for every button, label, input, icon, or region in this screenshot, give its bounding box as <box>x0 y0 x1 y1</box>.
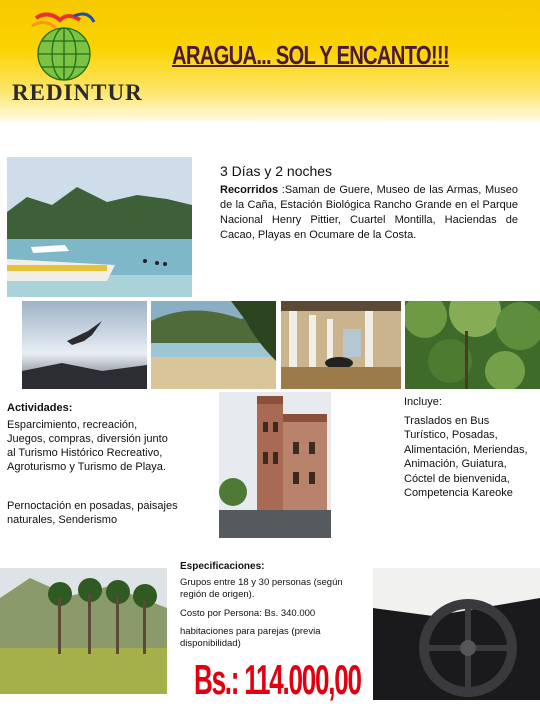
palm-mountain-photo <box>0 568 167 694</box>
actividades-text-2: Pernoctación en posadas, paisajes naturales, Senderismo <box>7 500 178 526</box>
price-label: Bs.: 114.000,00 <box>194 656 361 703</box>
castle-photo <box>219 392 331 538</box>
forest-photo <box>405 301 540 389</box>
recorridos-description: :Saman de Guere, Museo de las Armas, Museo de la Caña, Estación Biológica Rancho Grande en el Parque Nacional Henry Pittier, Cuartel Montilla, Haciendas de Cacao, Playas en Ocumare de la Costa. <box>220 184 518 241</box>
spec-rooms: habitaciones para parejas (previa disponibilidad) <box>180 626 321 649</box>
especificaciones-title: Especificaciones: <box>180 561 265 572</box>
headline: ARAGUA... SOL Y ENCANTO!!! <box>172 40 449 70</box>
incluye-text: Traslados en Bus Turístico, Posadas, Alimentación, Meriendas, Animación, Guiatura, Cóctel de bienvenida, Competencia Kareoke <box>404 415 528 500</box>
actividades-title: Actividades: <box>7 402 73 414</box>
colonial-cannon-photo <box>281 301 401 389</box>
tropical-beach-photo <box>151 301 276 389</box>
pelican-photo <box>22 301 147 389</box>
beach-boats-photo <box>7 157 192 297</box>
recorridos-text <box>220 183 518 243</box>
duration-title: 3 Días y 2 noches <box>220 163 333 179</box>
spec-cost: Costo por Persona: Bs. 340.000 <box>180 608 316 619</box>
incluye-title: Incluye: <box>404 396 442 408</box>
globe-logo-icon <box>28 10 98 90</box>
spec-group-size: Grupos entre 18 y 30 personas (según región de origen). <box>180 577 343 600</box>
logo-wordmark: REDINTUR <box>12 80 143 105</box>
recorridos-label: Recorridos <box>220 184 279 196</box>
sugar-mill-photo <box>373 568 540 700</box>
actividades-text: Esparcimiento, recreación, Juegos, compras, diversión junto al Turismo Histórico Recreativo, Agroturismo y Turismo de Playa. <box>7 419 168 473</box>
